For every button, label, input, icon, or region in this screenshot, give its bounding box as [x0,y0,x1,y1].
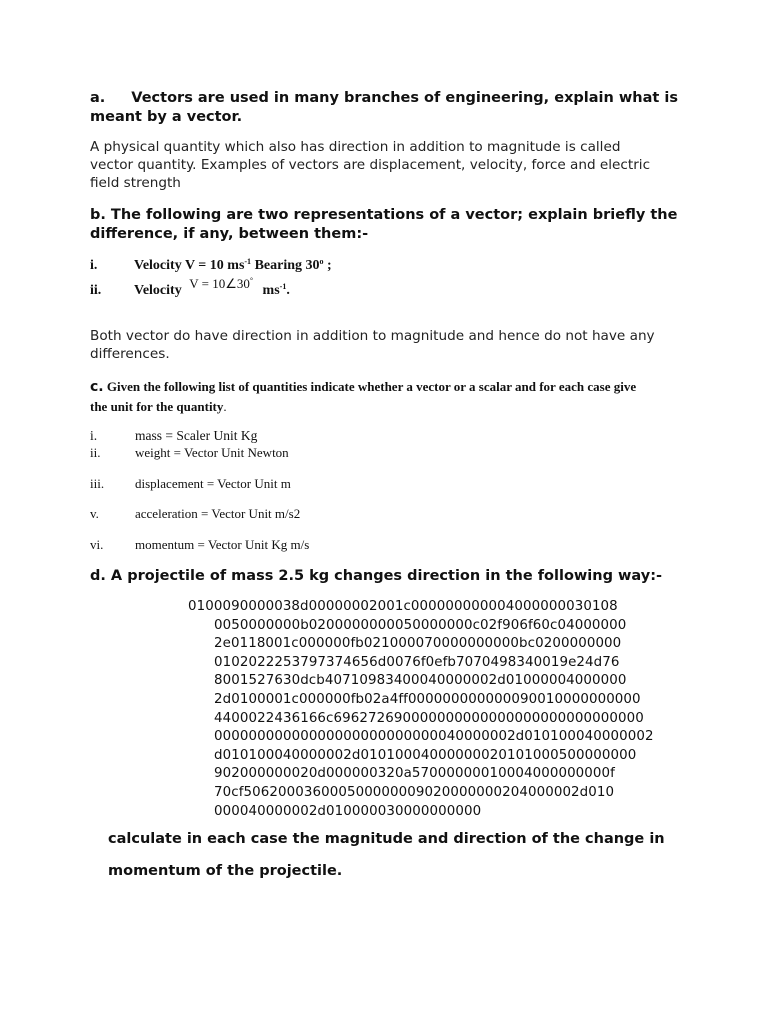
question-a [90,89,730,127]
item-text: . [286,283,290,298]
hex-line: 902000000020d000000320a57000000010004000000000f [214,766,615,782]
calculate-instruction-line2: momentum of the projectile. [108,863,343,879]
quantity-item [90,476,291,492]
vector-representation-2 [90,276,290,299]
degree-symbol: o [319,257,324,266]
answer-a-line3: field strength [90,175,181,191]
answer-a-line1: A physical quantity which also has direction in addition to magnitude is called [90,139,621,155]
hex-line: 000040000002d010000030000000000 [214,803,482,819]
item-text: ; [323,258,332,273]
question-c-label: c. [90,379,104,395]
hex-data-block [188,598,688,821]
item-number: v. [90,506,99,521]
item-text: Bearing 30 [251,258,320,273]
polar-formula [189,276,253,291]
item-number: i. [90,428,98,443]
answer-b [90,327,740,363]
question-a-text-line1: Vectors are used in many branches of engineering, explain what is [131,90,678,106]
question-b-line2: difference, if any, between them:- [90,226,369,242]
item-text: momentum = Vector Unit Kg m/s [135,537,310,552]
item-number: vi. [90,537,104,552]
hex-line: 0050000000b0200000000050000000c02f906f60c04000000 [214,617,627,633]
quantity-item [90,445,289,461]
item-text: Velocity V = 10 ms [134,258,245,273]
answer-a-line2: vector quantity. Examples of vectors are displacement, velocity, force and electric [90,157,651,173]
question-b-line1: b. The following are two representations of a vector; explain briefly the [90,207,678,223]
item-text: Velocity [134,283,182,298]
degree-symbol: ° [249,276,254,285]
quantity-item [90,537,309,553]
hex-line: 2e0118001c000000fb021000070000000000bc0200000000 [214,636,622,652]
quantity-item [90,506,300,522]
hex-line: 0102022253797374656d0076f0efb7070498340019e24d76 [214,654,620,670]
calculate-instruction-line1: calculate in each case the magnitude and direction of the change in [108,831,665,847]
hex-line: 8001527630dcb40710983400040000002d01000004000000 [214,673,627,689]
superscript: -1 [279,282,287,291]
question-b [90,206,740,244]
question-a-label: a. [90,90,106,106]
hex-line: 70cf506200036000500000009020000000204000002d010 [214,784,615,800]
unit: ms [262,283,280,298]
hex-line: 0100090000038d00000002001c000000000004000000030108 [188,599,618,614]
answer-b-line2: differences. [90,346,170,362]
question-c-line1: Given the following list of quantities indicate whether a vector or a scalar and for each case give [106,379,637,394]
hex-line: 00000000000000000000000000040000002d010100040000002 [214,729,654,745]
item-number: i. [90,258,98,273]
question-c-line2: the unit for the quantity [90,399,224,414]
item-number: iii. [90,476,105,491]
superscript: -1 [244,257,252,266]
item-number: ii. [90,445,101,460]
question-d: d. A projectile of mass 2.5 kg changes direction in the following way:- [90,568,663,584]
answer-b-line1: Both vector do have direction in addition to magnitude and hence do not have any [90,328,655,344]
item-text: weight = Vector Unit Newton [135,445,289,460]
answer-a [90,138,740,192]
item-text: displacement = Vector Unit m [135,476,291,491]
hex-line: d010100040000002d01010004000000020101000500000000 [214,747,637,763]
item-text: mass = Scaler Unit Kg [135,428,258,443]
question-c-end: . [223,399,227,414]
quantity-item [90,428,257,444]
hex-line: 4400022436166c696272690000000000000000000000000000 [214,710,644,726]
formula-text: V = 10∠30 [189,276,250,291]
question-a-text-line2: meant by a vector. [90,109,243,125]
item-number: ii. [90,283,102,298]
vector-representation-1 [90,258,332,274]
item-text: acceleration = Vector Unit m/s2 [135,506,301,521]
question-c [90,377,750,416]
hex-line: 2d0100001c000000fb02a4ff000000000000090010000000000 [214,691,641,707]
